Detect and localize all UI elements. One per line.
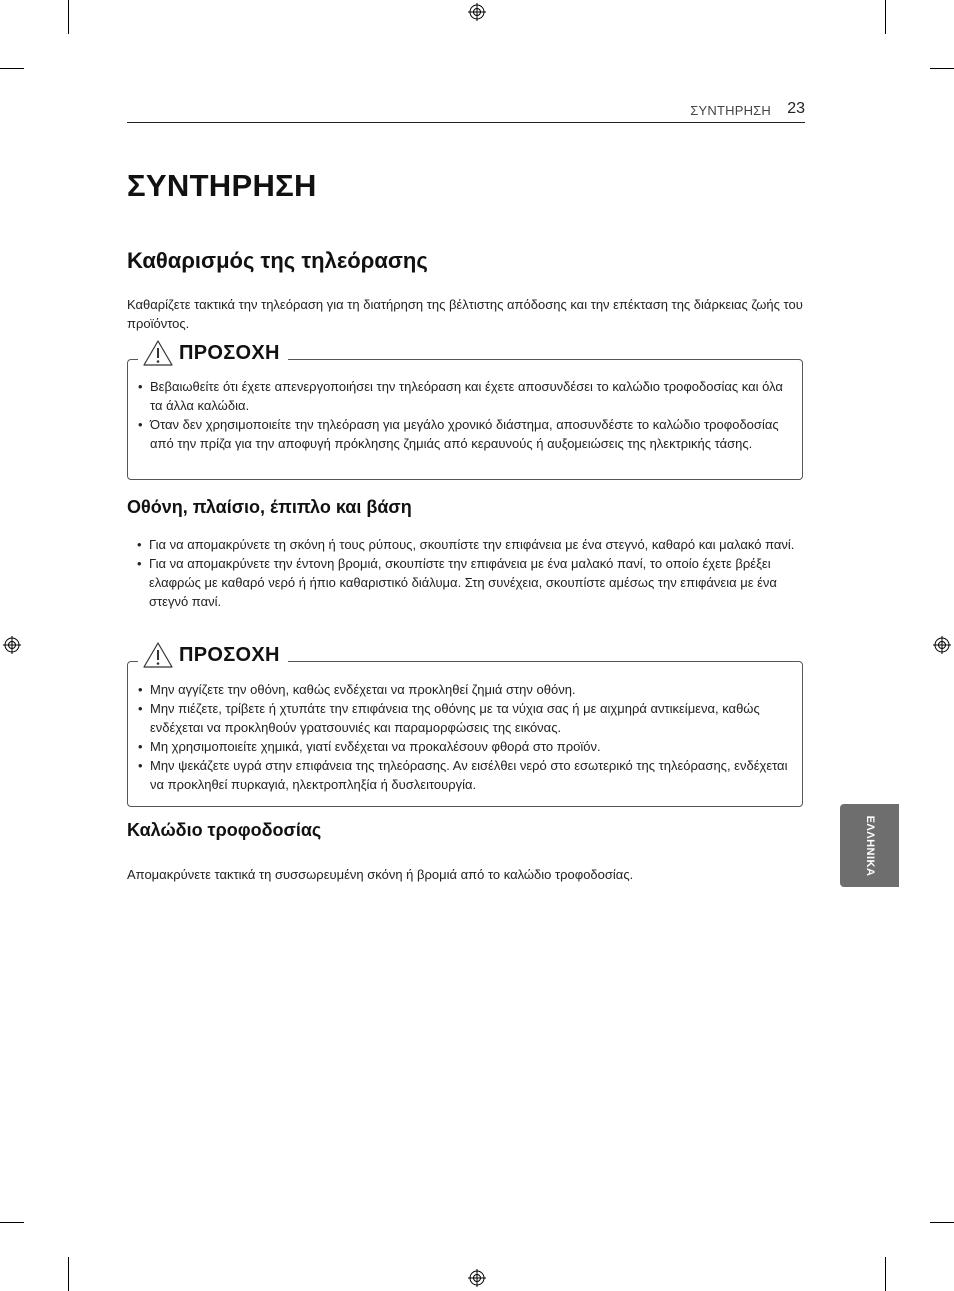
- language-tab: [840, 804, 899, 887]
- caution-label: ΠΡΟΣΟΧΗ: [179, 341, 280, 364]
- screen-list: [137, 535, 797, 611]
- section-heading-cleaning: Καθαρισμός της τηλεόρασης: [127, 248, 428, 273]
- registration-mark-icon: [468, 1269, 486, 1287]
- crop-mark: [885, 0, 886, 34]
- registration-mark-icon: [468, 3, 486, 21]
- list-item: • Μην αγγίζετε την οθόνη, καθώς ενδέχεται να προκληθεί ζημιά στην οθόνη.: [138, 680, 790, 699]
- caution-list: [138, 680, 790, 794]
- crop-mark: [0, 68, 24, 69]
- list-item: • Για να απομακρύνετε τη σκόνη ή τους ρύπους, σκουπίστε την επιφάνεια με ένα στεγνό, καθαρό και μαλακό πανί.: [137, 535, 797, 554]
- header-section-title: ΣΥΝΤΗΡΗΣΗ: [690, 103, 771, 118]
- list-item: • Μην πιέζετε, τρίβετε ή χτυπάτε την επιφάνεια της οθόνης με τα νύχια σας ή με αιχμηρά αντικείμενα, καθώς ενδέχεται να προκληθούν γρατσουνιές και παραμορφώσεις της εικόνας.: [138, 699, 790, 737]
- crop-mark: [68, 1257, 69, 1291]
- caution-box: [127, 643, 803, 807]
- registration-mark-icon: [3, 636, 21, 654]
- language-tab-label: ΕΛΛΗΝΙΚΑ: [863, 815, 876, 876]
- crop-mark: [68, 0, 69, 34]
- warning-triangle-icon: [142, 339, 174, 367]
- caution-header: [138, 640, 288, 670]
- power-cord-text: Απομακρύνετε τακτικά τη συσσωρευμένη σκόνη ή βρομιά από το καλώδιο τροφοδοσίας.: [127, 867, 634, 882]
- list-item: • Μη χρησιμοποιείτε χημικά, γιατί ενδέχεται να προκαλέσουν φθορά στο προϊόν.: [138, 737, 790, 756]
- registration-mark-icon: [933, 636, 951, 654]
- page-title: ΣΥΝΤΗΡΗΣΗ: [127, 168, 317, 203]
- crop-mark: [0, 1222, 24, 1223]
- caution-label: ΠΡΟΣΟΧΗ: [179, 643, 280, 666]
- list-item: • Όταν δεν χρησιμοποιείτε την τηλεόραση για μεγάλο χρονικό διάστημα, αποσυνδέστε το καλώδιο τροφοδοσίας από την πρίζα για την αποφυγή πρόκλησης ζημιάς από κεραυνούς ή αυξομειώσεις της ηλεκτρικής τάσης.: [138, 415, 790, 453]
- subheading-power-cord: Καλώδιο τροφοδοσίας: [127, 820, 322, 840]
- running-header: [127, 100, 805, 123]
- crop-mark: [885, 1257, 886, 1291]
- list-item: • Μην ψεκάζετε υγρά στην επιφάνεια της τηλεόρασης. Αν εισέλθει νερό στο εσωτερικό της τηλεόρασης, ενδέχεται να προκληθεί πυρκαγιά, ηλεκτροπληξία ή δυσλειτουργία.: [138, 756, 790, 794]
- page-number: 23: [787, 100, 805, 117]
- caution-list: [138, 377, 790, 453]
- cleaning-intro: Καθαρίζετε τακτικά την τηλεόραση για τη διατήρηση της βέλτιστης απόδοσης και την επέκταση της διάρκειας ζωής του προϊόντος.: [127, 297, 803, 331]
- subheading-screen: Οθόνη, πλαίσιο, έπιπλο και βάση: [127, 497, 412, 517]
- warning-triangle-icon: [142, 641, 174, 669]
- crop-mark: [930, 68, 954, 69]
- crop-mark: [930, 1222, 954, 1223]
- caution-box: [127, 341, 803, 480]
- list-item: • Βεβαιωθείτε ότι έχετε απενεργοποιήσει την τηλεόραση και έχετε αποσυνδέσει το καλώδιο τροφοδοσίας και όλα τα άλλα καλώδια.: [138, 377, 790, 415]
- list-item: • Για να απομακρύνετε την έντονη βρομιά, σκουπίστε την επιφάνεια με ένα μαλακό πανί, το οποίο έχετε βρέξει ελαφρώς με καθαρό νερό ή ήπιο καθαριστικό διάλυμα. Στη συνέχεια, σκουπίστε αμέσως την επιφάνεια με ένα στεγνό πανί.: [137, 554, 797, 611]
- caution-header: [138, 338, 288, 368]
